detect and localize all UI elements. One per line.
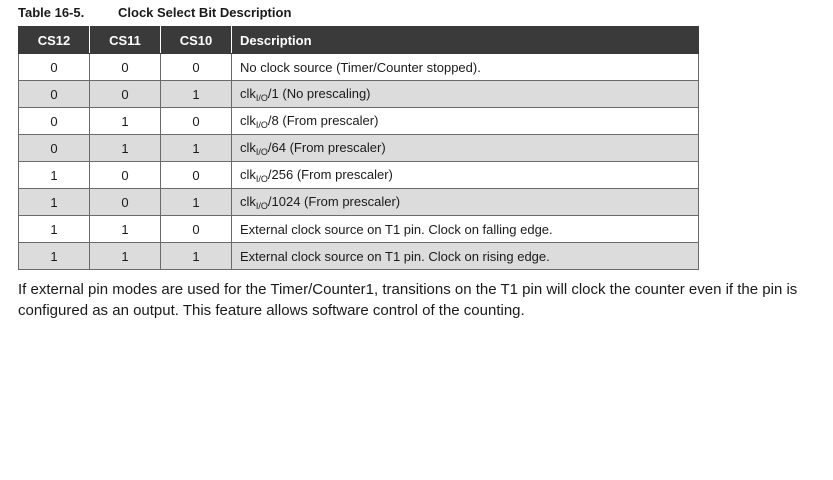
cell-cs11: 1 [90, 243, 161, 270]
cell-cs12: 1 [19, 216, 90, 243]
description-subscript: I/O [255, 146, 268, 157]
description-subscript: I/O [255, 119, 268, 130]
header-cs12: CS12 [19, 27, 90, 54]
cell-cs10: 0 [161, 54, 232, 81]
description-text: clk [240, 85, 256, 101]
description-subscript: I/O [255, 92, 268, 103]
cell-description [232, 54, 699, 81]
cell-cs11: 0 [90, 189, 161, 216]
table-row [19, 162, 699, 189]
description-suffix: /64 (From prescaler) [267, 139, 386, 155]
header-description: Description [232, 27, 699, 54]
table-row [19, 135, 699, 162]
description-text: clk [240, 112, 256, 128]
cell-cs12: 1 [19, 162, 90, 189]
cell-cs11: 1 [90, 135, 161, 162]
description-suffix: /1024 (From prescaler) [267, 193, 401, 209]
cell-cs10: 0 [161, 108, 232, 135]
table-row [19, 81, 699, 108]
table-title: Clock Select Bit Description [118, 5, 292, 20]
cell-cs11: 1 [90, 216, 161, 243]
cell-cs12: 0 [19, 81, 90, 108]
cell-description [232, 243, 699, 270]
description-text: clk [240, 166, 256, 182]
cell-cs12: 0 [19, 54, 90, 81]
cell-description [232, 162, 699, 189]
cell-cs11: 0 [90, 81, 161, 108]
header-cs10: CS10 [161, 27, 232, 54]
table-number: Table 16-5. [18, 5, 85, 20]
description-text: External clock source on T1 pin. Clock on falling edge. [240, 221, 553, 237]
table-row [19, 216, 699, 243]
cell-cs10: 1 [161, 81, 232, 108]
body-paragraph: If external pin modes are used for the Timer/Counter1, transitions on the T1 pin will clock the counter even if the pin is configured as an output. This feature allows software control of the counting. [18, 281, 798, 319]
table-row [19, 54, 699, 81]
description-subscript: I/O [255, 173, 268, 184]
clock-select-table [18, 26, 699, 270]
table-caption [18, 5, 291, 20]
table-row [19, 189, 699, 216]
cell-cs11: 1 [90, 108, 161, 135]
description-text: clk [240, 193, 256, 209]
description-suffix: /1 (No prescaling) [267, 85, 371, 101]
cell-cs10: 0 [161, 162, 232, 189]
cell-description [232, 135, 699, 162]
cell-cs12: 1 [19, 243, 90, 270]
description-text: External clock source on T1 pin. Clock on rising edge. [240, 248, 550, 264]
header-cs11: CS11 [90, 27, 161, 54]
table-body [19, 54, 699, 270]
description-text: No clock source (Timer/Counter stopped). [240, 59, 481, 75]
cell-description [232, 189, 699, 216]
cell-cs12: 0 [19, 108, 90, 135]
description-suffix: /256 (From prescaler) [267, 166, 393, 182]
description-text: clk [240, 139, 256, 155]
cell-description [232, 108, 699, 135]
cell-cs10: 1 [161, 135, 232, 162]
cell-cs10: 1 [161, 189, 232, 216]
cell-cs11: 0 [90, 54, 161, 81]
table-row [19, 243, 699, 270]
description-suffix: /8 (From prescaler) [267, 112, 379, 128]
cell-cs10: 1 [161, 243, 232, 270]
cell-cs12: 0 [19, 135, 90, 162]
description-subscript: I/O [255, 200, 268, 211]
cell-description [232, 81, 699, 108]
cell-cs11: 0 [90, 162, 161, 189]
cell-cs12: 1 [19, 189, 90, 216]
table-row [19, 108, 699, 135]
cell-description [232, 216, 699, 243]
cell-cs10: 0 [161, 216, 232, 243]
table-header-row [19, 27, 699, 54]
